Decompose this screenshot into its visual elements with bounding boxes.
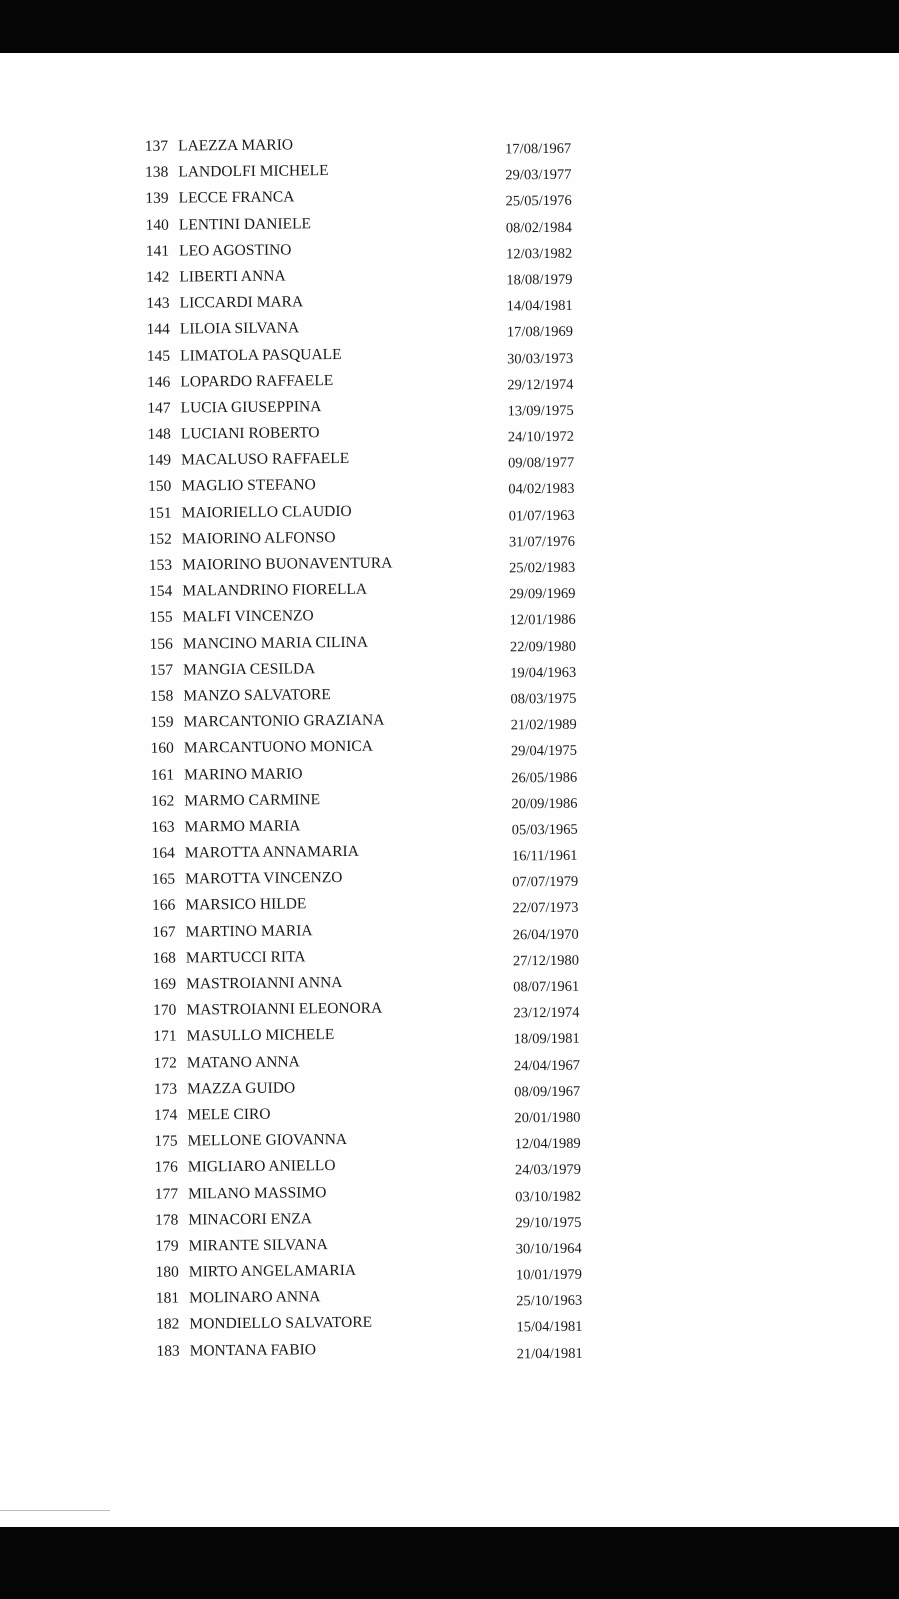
person-name: LICCARDI MARA	[179, 293, 304, 312]
row-number: 152	[148, 530, 172, 548]
person-name: MASTROIANNI ELEONORA	[186, 999, 383, 1019]
row-number: 146	[147, 373, 171, 391]
person-name: MIGLIARO ANIELLO	[187, 1157, 336, 1176]
row-number: 168	[152, 949, 176, 967]
birth-date: 21/04/1981	[516, 1345, 583, 1362]
birth-date: 07/07/1979	[512, 873, 579, 891]
birth-date: 21/02/1989	[510, 716, 577, 734]
person-name: LANDOLFI MICHELE	[178, 162, 329, 181]
person-name: MARTINO MARIA	[185, 921, 313, 941]
birth-date: 12/01/1986	[509, 612, 576, 629]
birth-date: 20/09/1986	[511, 795, 578, 813]
birth-date: 08/07/1961	[513, 978, 580, 996]
person-name: MACALUSO RAFFAELE	[181, 450, 350, 469]
person-name: MARMO CARMINE	[184, 790, 321, 810]
birth-date: 01/07/1963	[508, 507, 575, 525]
person-name: MONDIELLO SALVATORE	[189, 1314, 373, 1333]
person-name: MAIORIELLO CLAUDIO	[181, 502, 352, 522]
row-number: 176	[154, 1158, 178, 1177]
person-name: MINACORI ENZA	[188, 1209, 313, 1229]
person-name: MELLONE GIOVANNA	[187, 1131, 348, 1150]
person-name: LUCIANI ROBERTO	[180, 424, 320, 443]
row-number: 183	[156, 1342, 180, 1360]
scan-border-top	[0, 0, 899, 53]
birth-date: 05/03/1965	[511, 821, 578, 839]
birth-date: 25/05/1976	[505, 193, 572, 210]
person-name: MAIORINO BUONAVENTURA	[182, 554, 393, 574]
row-number: 154	[149, 582, 173, 601]
birth-date: 12/03/1982	[506, 245, 573, 263]
birth-date: 26/04/1970	[512, 926, 579, 943]
birth-date: 10/01/1979	[515, 1266, 583, 1284]
row-number: 149	[147, 451, 172, 470]
birth-date: 04/02/1983	[508, 481, 575, 498]
row-number: 156	[149, 635, 173, 653]
person-name: MARSICO HILDE	[185, 895, 307, 914]
row-number: 179	[155, 1237, 179, 1255]
birth-date: 22/07/1973	[512, 900, 579, 917]
person-name: LOPARDO RAFFAELE	[180, 371, 334, 391]
row-number: 181	[155, 1289, 180, 1308]
person-name: MALFI VINCENZO	[182, 607, 314, 626]
row-number: 170	[153, 1001, 177, 1020]
person-name: MANZO SALVATORE	[183, 686, 331, 705]
row-number: 175	[154, 1132, 178, 1150]
person-name: MAROTTA ANNAMARIA	[184, 842, 359, 862]
row-number: 178	[155, 1211, 179, 1229]
person-name: MASULLO MICHELE	[186, 1026, 335, 1045]
row-number: 160	[150, 739, 174, 758]
birth-date: 29/10/1975	[515, 1214, 582, 1232]
row-number: 177	[154, 1185, 179, 1203]
person-name: LIMATOLA PASQUALE	[180, 345, 342, 365]
list-item	[142, 1338, 662, 1369]
person-name: MELE CIRO	[187, 1105, 271, 1124]
person-name: LEO AGOSTINO	[179, 241, 292, 260]
row-number: 164	[151, 844, 175, 862]
row-number: 143	[146, 294, 170, 312]
birth-date: 30/03/1973	[507, 350, 574, 367]
row-number: 147	[147, 399, 171, 417]
person-name: LUCIA GIUSEPPINA	[180, 398, 322, 417]
row-number: 163	[151, 818, 175, 836]
person-name: MIRANTE SILVANA	[188, 1236, 328, 1255]
row-number: 151	[148, 504, 172, 522]
row-number: 173	[153, 1080, 178, 1098]
person-name: MASTROIANNI ANNA	[186, 974, 343, 993]
birth-date: 29/12/1974	[507, 376, 574, 394]
person-name: MARCANTONIO GRAZIANA	[183, 711, 385, 731]
birth-date: 29/09/1969	[509, 585, 576, 603]
birth-date: 25/02/1983	[509, 559, 576, 577]
row-number: 159	[150, 713, 174, 731]
person-name: LIBERTI ANNA	[179, 267, 286, 286]
row-number: 158	[150, 687, 174, 705]
row-number: 155	[149, 608, 173, 627]
row-number: 161	[150, 766, 175, 784]
person-name: MARTUCCI RITA	[185, 948, 306, 967]
birth-date: 09/08/1977	[508, 455, 575, 472]
row-number: 166	[152, 897, 176, 915]
birth-date: 27/12/1980	[512, 952, 580, 970]
person-name: MANGIA CESILDA	[183, 659, 316, 679]
person-name: MILANO MASSIMO	[188, 1183, 327, 1202]
birth-date: 26/05/1986	[511, 769, 578, 786]
birth-date: 25/10/1963	[516, 1292, 583, 1310]
person-name: LAEZZA MARIO	[177, 136, 294, 155]
person-name: LECCE FRANCA	[178, 188, 295, 207]
person-name: MANCINO MARIA CILINA	[182, 633, 369, 653]
person-name: MONTANA FABIO	[189, 1340, 317, 1360]
row-number: 142	[146, 268, 170, 286]
birth-date: 08/09/1967	[514, 1083, 581, 1101]
row-number: 165	[151, 870, 176, 889]
row-number: 172	[153, 1054, 177, 1072]
birth-date: 17/08/1969	[506, 324, 574, 341]
person-name: MATANO ANNA	[186, 1052, 300, 1072]
row-number: 138	[145, 163, 169, 182]
person-name: MAGLIO STEFANO	[181, 476, 316, 495]
row-number: 137	[144, 137, 169, 155]
birth-date: 14/04/1981	[506, 297, 573, 315]
row-number: 162	[151, 792, 175, 810]
person-name: MARCANTUONO MONICA	[183, 738, 373, 757]
name-list	[130, 133, 662, 1369]
birth-date: 08/02/1984	[505, 219, 573, 236]
birth-date: 20/01/1980	[514, 1109, 581, 1127]
row-number: 182	[156, 1316, 180, 1334]
row-number: 157	[149, 661, 174, 679]
person-name: MIRTO ANGELAMARIA	[188, 1261, 357, 1281]
row-number: 180	[155, 1263, 179, 1281]
birth-date: 24/10/1972	[507, 428, 575, 446]
birth-date: 03/10/1982	[515, 1188, 582, 1205]
birth-date: 29/03/1977	[505, 166, 572, 184]
person-name: MAZZA GUIDO	[187, 1079, 296, 1098]
person-name: LILOIA SILVANA	[179, 319, 300, 338]
birth-date: 22/09/1980	[509, 638, 577, 655]
scan-artifact-line	[0, 1510, 110, 1511]
row-number: 144	[146, 320, 170, 339]
birth-date: 23/12/1974	[513, 1004, 580, 1022]
birth-date: 24/03/1979	[514, 1162, 582, 1179]
row-number: 140	[145, 216, 169, 234]
birth-date: 17/08/1967	[505, 140, 572, 158]
birth-date: 24/04/1967	[513, 1057, 581, 1074]
birth-date: 31/07/1976	[508, 533, 576, 551]
person-name: MAIORINO ALFONSO	[181, 528, 336, 548]
row-number: 150	[148, 478, 172, 496]
scan-border-bottom	[0, 1527, 899, 1599]
birth-date: 30/10/1964	[515, 1240, 582, 1258]
person-name: MARINO MARIO	[184, 764, 303, 784]
birth-date: 12/04/1989	[514, 1135, 581, 1153]
person-name: MAROTTA VINCENZO	[185, 869, 343, 888]
birth-date: 18/09/1981	[513, 1031, 580, 1048]
row-number: 141	[145, 242, 170, 260]
birth-date: 15/04/1981	[516, 1319, 583, 1336]
row-number: 139	[145, 190, 169, 208]
birth-date: 19/04/1963	[510, 664, 577, 682]
birth-date: 18/08/1979	[506, 271, 573, 289]
person-name: MALANDRINO FIORELLA	[182, 580, 368, 600]
row-number: 167	[152, 923, 176, 941]
row-number: 153	[148, 556, 173, 574]
row-number: 145	[146, 347, 171, 365]
row-number: 169	[152, 975, 177, 993]
row-number: 174	[154, 1106, 178, 1124]
person-name: MOLINARO ANNA	[189, 1288, 321, 1307]
birth-date: 13/09/1975	[507, 402, 574, 420]
row-number: 171	[153, 1027, 177, 1046]
person-name: LENTINI DANIELE	[178, 214, 312, 234]
row-number: 148	[147, 425, 171, 443]
birth-date: 16/11/1961	[511, 847, 578, 865]
birth-date: 08/03/1975	[510, 690, 577, 708]
birth-date: 29/04/1975	[510, 743, 578, 760]
person-name: MARMO MARIA	[184, 817, 301, 836]
